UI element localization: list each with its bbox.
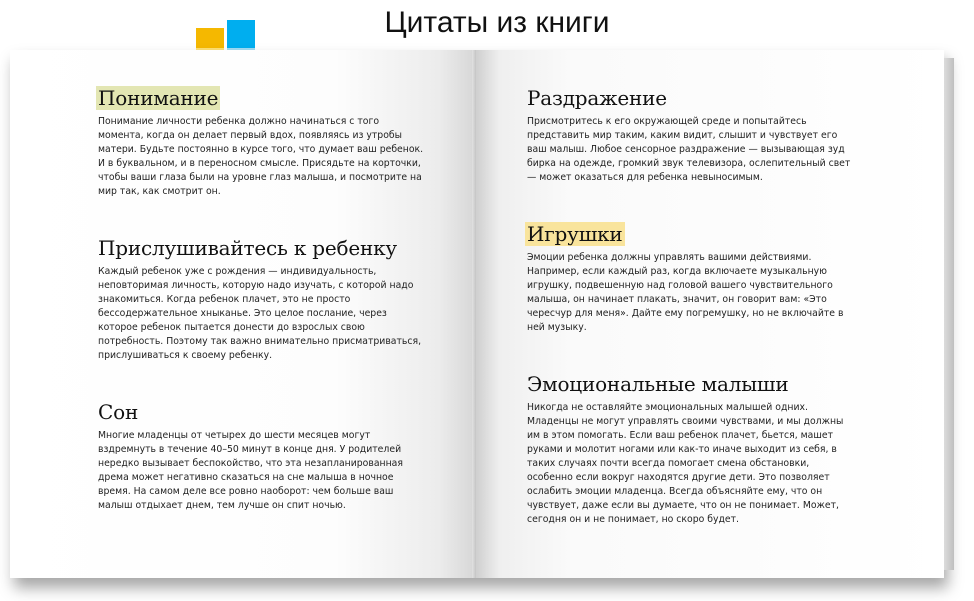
section-text: Присмотритесь к его окружающей среде и попытайтесь представить мир таким, каким видит, слышит и чувствует его ваш малыш. Любое сенсорное раздражение — вызывающая зуд бирка на одежде, громкий звук телевизора, ослепительный свет — может оказаться для ребенка невыносимым. bbox=[527, 116, 851, 183]
section-heading: Сон bbox=[98, 400, 139, 424]
right-page bbox=[476, 50, 944, 578]
left-page bbox=[10, 50, 476, 578]
section-emotional-babies bbox=[527, 372, 857, 527]
page-title: Цитаты из книги bbox=[384, 6, 610, 39]
section-listen bbox=[98, 236, 424, 363]
section-text: Каждый ребенок уже с рождения — индивидуальность, неповторимая личность, которую надо изучать, с которой надо знакомиться. Когда ребенок плачет, это не просто бессодержательное хныканье. Это целое послание, через которое ребенок пытается донести до взрослых свою потребность. Поэтому так важно внимательно присматриваться, прислушиваться к своему ребенку. bbox=[98, 266, 422, 361]
page-edge bbox=[944, 58, 954, 570]
section-toys bbox=[527, 222, 857, 335]
section-heading: Прислушивайтесь к ребенку bbox=[98, 236, 398, 260]
section-heading: Эмоциональные малыши bbox=[527, 372, 789, 396]
section-text: Эмоции ребенка должны управлять вашими действиями. Например, если каждый раз, когда включаете музыкальную игрушку, подвешенную над головой вашего чувствительного малыша, он начинает плакать, значит, он говорит вам: «Это чересчур для меня». Дайте ему погремушку, но не включайте в ней музыку. bbox=[527, 252, 844, 333]
section-text: Многие младенцы от четырех до шести месяцев могут вздремнуть в течение 40–50 минут в конце дня. У родителей нередко вызывает беспокойство, что эта незапланированная дрема может негативно сказаться на сне малыша в ночное время. На самом деле все ровно наоборот: чем больше ваш малыш отдыхает днем, тем лучше он спит ночью. bbox=[98, 430, 403, 511]
open-book bbox=[10, 50, 944, 578]
section-heading: Игрушки bbox=[527, 222, 623, 246]
section-heading: Раздражение bbox=[527, 86, 667, 110]
section-sleep bbox=[98, 400, 424, 513]
section-text: Понимание личности ребенка должно начинаться с того момента, когда он делает первый вдох, появляясь из утробы матери. Будьте постоянно в курсе того, что думает ваш ребенок. И в буквальном, и в переносном смысле. Присядьте на корточки, чтобы ваши глаза были на уровне глаз малыша, и посмотрите на мир так, как смотрит он. bbox=[98, 116, 424, 197]
section-understanding bbox=[98, 86, 424, 199]
section-irritation bbox=[527, 86, 857, 185]
section-text: Никогда не оставляйте эмоциональных малышей одних. Младенцы не могут управлять своими чувствами, и мы должны им в этом помогать. Если ваш ребенок плачет, бьется, машет руками и молотит ногами или как-то иначе выходит из себя, в таких случаях почти всегда помогает смена обстановки, особенно если вокруг находятся другие дети. Это позволяет ослабить эмоции младенца. Всегда объясняйте ему, что он чувствует, даже если вы думаете, что он не понимает. Может, сегодня он и не понимает, но скоро будет. bbox=[527, 402, 844, 525]
section-heading: Понимание bbox=[98, 86, 219, 110]
